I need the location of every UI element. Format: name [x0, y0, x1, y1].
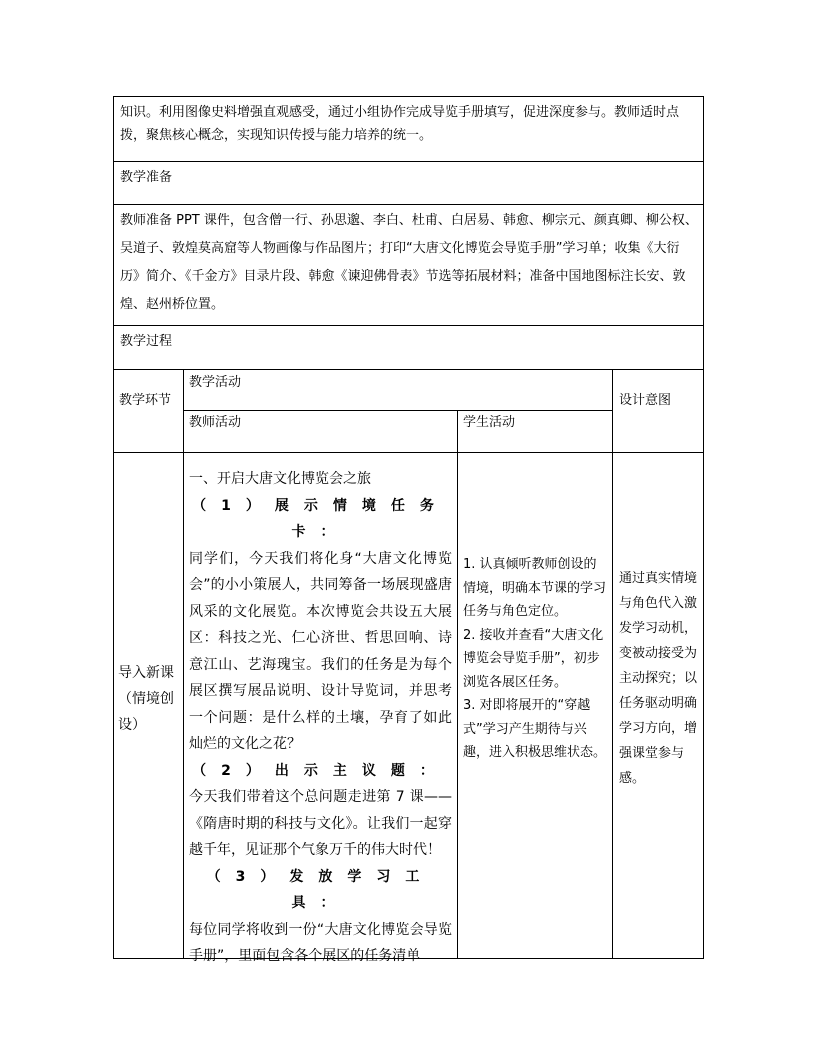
student-item-3: 3. 对即将展开的“穿越式”学习产生期待与兴趣，进入积极思维状态。 — [463, 698, 607, 760]
process-header: 教学过程 — [120, 334, 173, 349]
activities-header: 教学活动 — [189, 375, 242, 390]
intent-header: 设计意图 — [619, 393, 672, 408]
header-divider-3 — [457, 410, 458, 453]
step3-body: 每位同学将收到一份“大唐文化博览会导览手册”，里面包含各个展区的任务清单 — [189, 921, 452, 964]
body-divider-1 — [183, 452, 184, 959]
prep-header-cell — [113, 161, 704, 205]
header-divider-1 — [183, 369, 184, 453]
step1-body: 同学们，今天我们将化身“大唐文化博览会”的小小策展人，共同筹备一场展现盛唐风采的文化展览。本次博览会共设五大展区：科技之光、仁心济世、哲思回响、诗意江山、艺海瑰宝。我们的任务是为每个展区撰写展品说明、设计导览词，并思考一个问题：是什么样的土壤，孕育了如此灿烂的文化之花？ — [189, 550, 452, 752]
step3-title: （3）发放学习工具： — [206, 868, 435, 911]
row-stage: 导入新课（情境创设） — [118, 665, 174, 733]
step2-body: 今天我们带着这个总问题走进第 7 课——《隋唐时期的科技与文化》。让我们一起穿越千年，见证那个气象万千的伟大时代！ — [189, 789, 452, 858]
process-header-cell — [113, 325, 704, 370]
teacher-title: 一、开启大唐文化博览会之旅 — [189, 471, 371, 487]
prep-header: 教学准备 — [120, 170, 173, 185]
intro-text: 知识。利用图像史料增强直观感受，通过小组协作完成导览手册填写，促进深度参与。教师适时点拨，聚焦核心概念，实现知识传授与能力培养的统一。 — [120, 105, 680, 143]
intro-cell — [113, 96, 704, 162]
student-header: 学生活动 — [463, 415, 516, 430]
student-item-1: 1. 认真倾听教师创设的情境，明确本节课的学习任务与角色定位。 — [463, 557, 607, 619]
prep-text: 教师准备 PPT 课件，包含僧一行、孙思邈、李白、杜甫、白居易、韩愈、柳宗元、颜真卿、柳公权、吴道子、敦煌莫高窟等人物画像与作品图片；打印“大唐文化博览会导览手册”学习单；收集《大衍历》简介、《千金方》目录片段、韩愈《谏迎佛骨表》节选等拓展材料；准备中国地图标注长安、敦煌、赵州桥位置。 — [120, 213, 698, 312]
student-item-2: 2. 接收并查看“大唐文化博览会导览手册”，初步浏览各展区任务。 — [463, 627, 604, 690]
header-divider-2 — [612, 369, 613, 453]
body-divider-2 — [457, 452, 458, 959]
teacher-header: 教师活动 — [189, 415, 242, 430]
student-activity — [463, 553, 607, 765]
teacher-activity — [189, 466, 452, 970]
body-divider-3 — [612, 452, 613, 959]
design-intent: 通过真实情境与角色代入激发学习动机，变被动接受为主动探究；以任务驱动明确学习方向，增强课堂参与感。 — [619, 571, 698, 786]
prep-text-cell — [113, 204, 704, 326]
header-subrow-line — [183, 410, 613, 411]
stage-header: 教学环节 — [119, 393, 172, 408]
step2-title: （2）出示主议题： — [192, 762, 449, 779]
step1-title: （1）展示情境任务卡： — [192, 497, 449, 540]
